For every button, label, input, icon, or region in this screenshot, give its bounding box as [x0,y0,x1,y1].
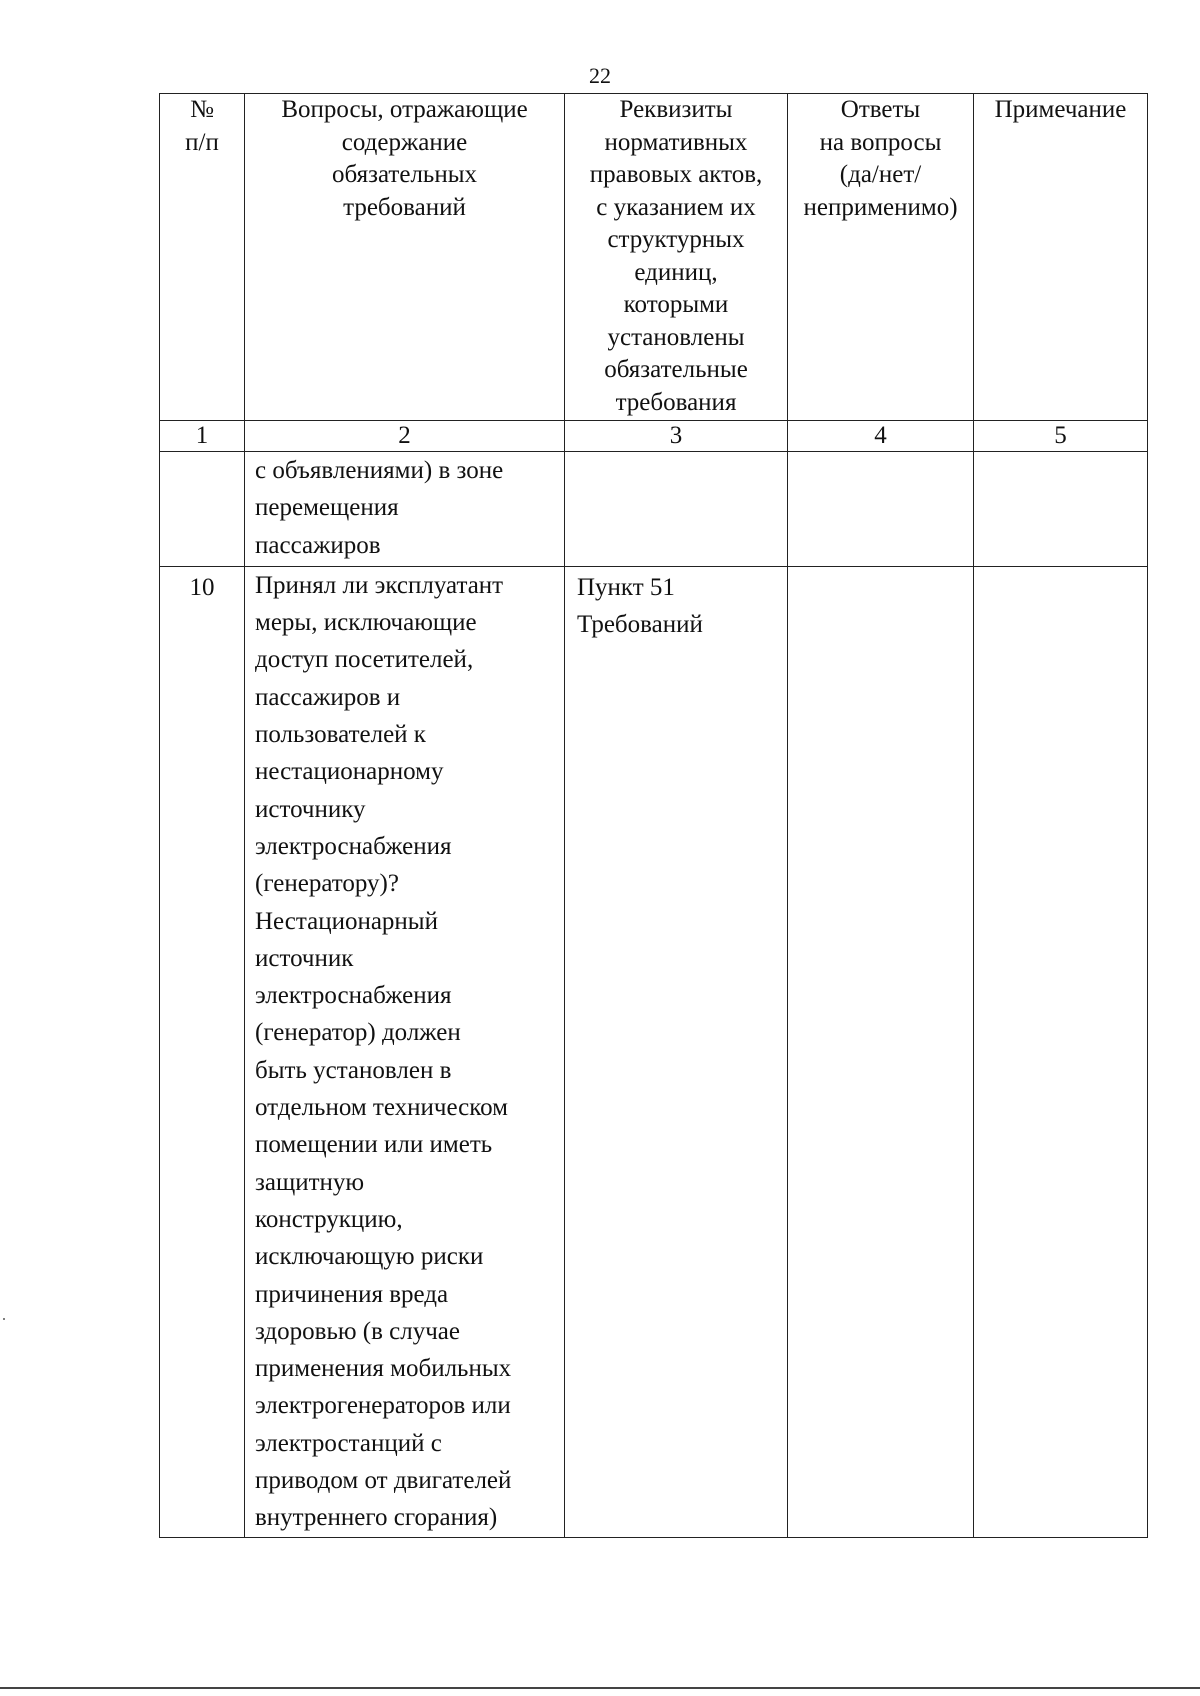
requisites-cell [565,452,788,567]
text-line: единиц, [634,258,718,286]
text-line: требования [615,388,737,416]
text-line: приводом от двигателей [255,1467,512,1495]
text-line: электроснабжения [255,982,452,1010]
text-line: пассажиров и [255,683,401,711]
text-line: требований [343,193,466,221]
text-line: доступ посетителей, [255,646,474,674]
table-row [160,452,1148,567]
text-line: электростанций с [255,1429,442,1457]
text-line: содержание [341,128,468,156]
text-line: электроснабжения [255,832,452,860]
scan-speck [3,1318,5,1320]
text-line: источнику [255,795,366,823]
column-number: 5 [974,421,1148,452]
answer-cell [788,452,974,567]
text-line: (генератору)? [255,870,399,898]
text-line: применения мобильных [255,1355,512,1383]
row-number: 10 [160,566,245,1537]
column-number: 2 [245,421,565,452]
column-number: 4 [788,421,974,452]
note-cell [974,452,1148,567]
text-line: (генератор) должен [255,1019,461,1047]
scan-edge-line [0,1687,1200,1689]
text-line: обязательных [332,161,477,188]
text-line: установлены [607,323,745,351]
column-number: 3 [565,421,788,452]
row-number [160,452,245,567]
table-row [160,566,1148,1537]
text-line: Реквизиты [619,96,733,123]
text-line: с объявлениями) в зоне [255,457,504,484]
text-line: быть установлен в [255,1056,452,1084]
page-number: 22 [589,63,611,88]
text-line: Примечание [994,96,1127,123]
text-line: пассажиров [255,531,381,559]
text-line: на вопросы [819,128,942,156]
header-note [974,94,1148,421]
text-line: источник [255,944,354,972]
text-line: Нестационарный [255,907,438,935]
question-cell [245,452,565,567]
requisites-cell [565,566,788,1537]
text-line: Пункт 51 [577,573,675,601]
text-line: нормативных [604,128,748,156]
checklist-table [159,93,1148,1538]
text-line: Ответы [840,96,921,123]
text-line: неприменимо) [803,193,958,221]
header-answers [788,94,974,421]
header-number [160,94,245,421]
text-line: № [190,96,214,123]
text-line: Вопросы, отражающие [281,96,528,123]
text-line: пользователей к [255,721,426,749]
text-line: защитную [255,1168,365,1196]
text-line: обязательные [604,356,748,383]
text-line: Принял ли эксплуатант [255,571,504,599]
text-line: меры, исключающие [255,609,477,637]
text-line: электрогенераторов или [255,1392,511,1420]
text-line: с указанием их [596,193,756,221]
question-cell [245,566,565,1537]
text-line: исключающую риски [255,1243,484,1271]
text-line: внутреннего сгорания) [255,1504,498,1532]
text-line: которыми [623,291,729,318]
text-line: конструкцию, [255,1205,403,1233]
header-requisites [565,94,788,421]
answer-cell [788,566,974,1537]
text-line: здоровью (в случае [255,1317,460,1345]
text-line: причинения вреда [255,1280,449,1308]
column-number: 1 [160,421,245,452]
column-numbers-row [160,421,1148,452]
text-line: п/п [185,128,219,156]
text-line: нестационарному [255,758,444,786]
text-line: (да/нет/ [839,161,922,188]
text-line: помещении или иметь [255,1131,493,1159]
text-line: перемещения [255,494,399,522]
text-line: Требований [577,611,703,639]
header-questions [245,94,565,421]
text-line: структурных [607,226,745,253]
text-line: правовых актов, [589,161,763,188]
note-cell [974,566,1148,1537]
text-line: отдельном техническом [255,1094,508,1122]
header-row [160,94,1148,421]
